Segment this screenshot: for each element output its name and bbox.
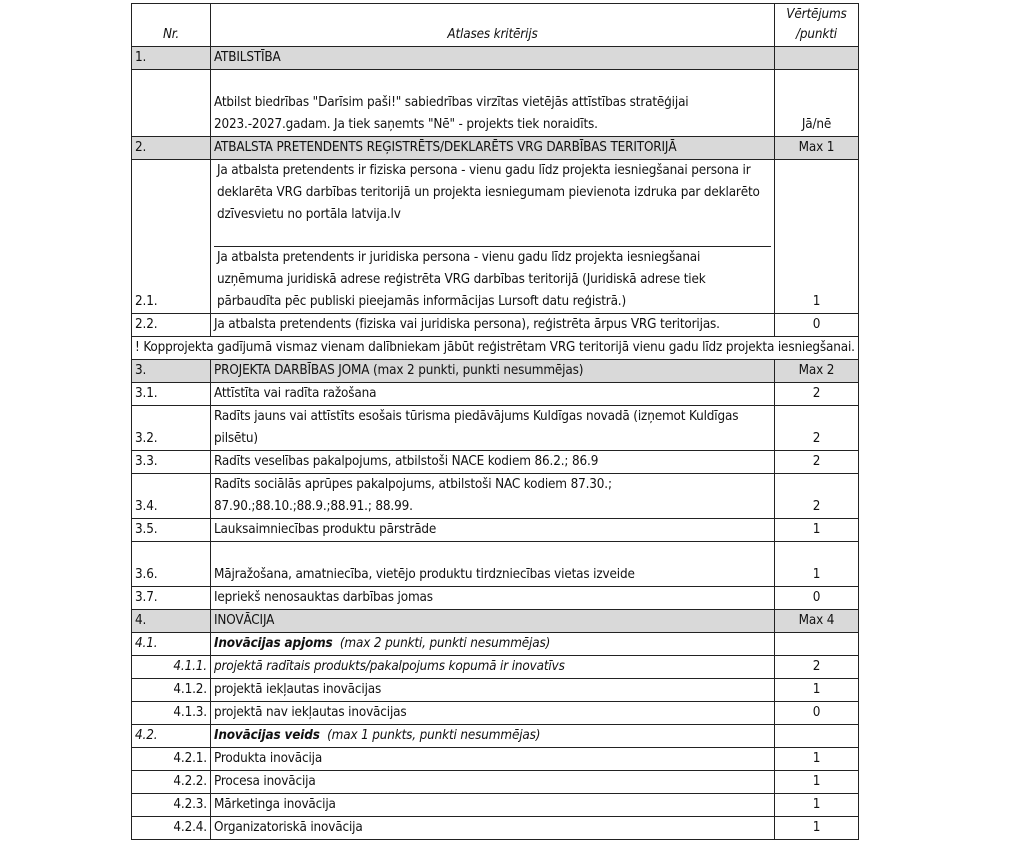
- row-text: Attīstīta vai radīta ražošana: [211, 383, 775, 406]
- section-nr: 1.: [132, 47, 211, 70]
- header-criterion: Atlases kritērijs: [211, 4, 775, 47]
- section-row: [132, 47, 859, 70]
- row-text: Lauksaimniecības produktu pārstrāde: [211, 519, 775, 542]
- group-points: [775, 725, 859, 748]
- table-row: [132, 679, 859, 702]
- section-title: INOVĀCIJA: [211, 610, 775, 633]
- row-points: 0: [775, 702, 859, 725]
- row-points: 1: [775, 679, 859, 702]
- row-nr: 3.2.: [132, 406, 211, 451]
- section-points: Max 4: [775, 610, 859, 633]
- row-points: 2: [775, 451, 859, 474]
- table-row: [132, 542, 859, 587]
- criteria-table: [131, 3, 859, 840]
- section-title: PROJEKTA DARBĪBAS JOMA: [214, 363, 370, 378]
- group-title-note: (max 2 punkti, punkti nesummējas): [332, 636, 551, 651]
- section-title-cell: [211, 360, 775, 383]
- row-nr: 3.1.: [132, 383, 211, 406]
- row-text-split: [211, 160, 775, 314]
- section-row: [132, 137, 859, 160]
- row-text: Radīts sociālās aprūpes pakalpojums, atbilstoši NAC kodiem 87.30.; 87.90.;88.10.;88.9.;88.91.; 88.99.: [211, 474, 775, 519]
- table-row: [132, 771, 859, 794]
- header-nr: Nr.: [132, 4, 211, 47]
- section-points: Max 1: [775, 137, 859, 160]
- table-row: [132, 314, 859, 337]
- row-text: Ja atbalsta pretendents (fiziska vai juridiska persona), reģistrēta ārpus VRG teritorijas.: [211, 314, 775, 337]
- row-nr: 2.2.: [132, 314, 211, 337]
- row-text: Produkta inovācija: [211, 748, 775, 771]
- row-points: 1: [775, 519, 859, 542]
- row-nr: 4.1.1.: [132, 656, 211, 679]
- section-title: ATBILSTĪBA: [211, 47, 775, 70]
- section-nr: 4.: [132, 610, 211, 633]
- table-row: [132, 70, 859, 137]
- row-text: projektā nav iekļautas inovācijas: [211, 702, 775, 725]
- row-nr: 4.1.3.: [132, 702, 211, 725]
- row-text: projektā radītais produkts/pakalpojums kopumā ir inovatīvs: [211, 656, 775, 679]
- table-row: [132, 656, 859, 679]
- section-nr: 2.: [132, 137, 211, 160]
- row-points: 0: [775, 314, 859, 337]
- header-points-line2: /punkti: [796, 27, 837, 42]
- row-nr: 4.2.2.: [132, 771, 211, 794]
- table-row: [132, 383, 859, 406]
- row-points: 1: [775, 817, 859, 840]
- row-text: Atbilst biedrības "Darīsim paši!" sabiedrības virzītas vietējās attīstības stratēģijai 2023.-2027.gadam. Ja tiek saņemts "Nē" - projekts tiek noraidīts.: [211, 70, 775, 137]
- group-row: [132, 725, 859, 748]
- table-row: [132, 451, 859, 474]
- row-nr: 3.6.: [132, 542, 211, 587]
- row-text: Organizatoriskā inovācija: [211, 817, 775, 840]
- table-header-row: [132, 4, 859, 47]
- row-nr: 4.2.3.: [132, 794, 211, 817]
- row-points: 2: [775, 474, 859, 519]
- group-title: Inovācijas veids: [214, 728, 320, 743]
- group-title-cell: [211, 725, 775, 748]
- section-title: ATBALSTA PRETENDENTS REĢISTRĒTS/DEKLARĒTS VRG DARBĪBAS TERITORIJĀ: [211, 137, 775, 160]
- table-row: [132, 519, 859, 542]
- row-text: Iepriekš nenosauktas darbības jomas: [211, 587, 775, 610]
- group-title-note: (max 1 punkts, punkti nesummējas): [319, 728, 541, 743]
- table-row: [132, 587, 859, 610]
- header-points-line1: Vērtējums: [786, 7, 847, 22]
- row-points: Jā/nē: [775, 70, 859, 137]
- row-text-natural-person: Ja atbalsta pretendents ir fiziska persona - vienu gadu līdz projekta iesniegšanai persona ir deklarēta VRG darbības teritorijā un projekta iesniegumam pievienota izdruka par deklarēto dzīvesvietu no portāla latvija.lv: [214, 160, 771, 247]
- section-points: Max 2: [775, 360, 859, 383]
- row-nr: 2.1.: [132, 160, 211, 314]
- note-row: [132, 337, 859, 360]
- group-nr: 4.1.: [132, 633, 211, 656]
- section-title-note: (max 2 punkti, punkti nesummējas): [369, 363, 584, 378]
- row-points: 2: [775, 383, 859, 406]
- section-row: [132, 360, 859, 383]
- row-text: projektā iekļautas inovācijas: [211, 679, 775, 702]
- row-text: Procesa inovācija: [211, 771, 775, 794]
- row-text: Mājražošana, amatniecība, vietējo produktu tirdzniecības vietas izveide: [211, 542, 775, 587]
- table-row: [132, 817, 859, 840]
- row-points: 1: [775, 160, 859, 314]
- group-nr: 4.2.: [132, 725, 211, 748]
- row-nr: 4.1.2.: [132, 679, 211, 702]
- table-row: [132, 794, 859, 817]
- group-title-cell: [211, 633, 775, 656]
- row-points: 0: [775, 587, 859, 610]
- row-nr: [132, 70, 211, 137]
- row-points: 1: [775, 771, 859, 794]
- row-nr: 4.2.4.: [132, 817, 211, 840]
- note-text: ! Kopprojekta gadījumā vismaz vienam dalībniekam jābūt reģistrētam VRG teritorijā vienu gadu līdz projekta iesniegšanai.: [132, 337, 859, 360]
- row-text-legal-person: Ja atbalsta pretendents ir juridiska persona - vienu gadu līdz projekta iesniegšanai uzņēmuma juridiskā adrese reģistrēta VRG darbības teritorijā (Juridiskā adrese tiek pārbaudīta pēc publiski pieejamās informācijas Lursoft datu reģistrā.): [217, 250, 706, 309]
- table-row: [132, 474, 859, 519]
- row-text: Radīts jauns vai attīstīts esošais tūrisma piedāvājums Kuldīgas novadā (izņemot Kuldīgas pilsētu): [211, 406, 775, 451]
- table-row: [132, 748, 859, 771]
- table-row: [132, 160, 859, 314]
- section-points: [775, 47, 859, 70]
- row-points: 2: [775, 656, 859, 679]
- group-row: [132, 633, 859, 656]
- row-nr: 3.3.: [132, 451, 211, 474]
- row-points: 2: [775, 406, 859, 451]
- row-points: 1: [775, 542, 859, 587]
- group-points: [775, 633, 859, 656]
- header-points: [775, 4, 859, 47]
- section-row: [132, 610, 859, 633]
- row-text: Radīts veselības pakalpojums, atbilstoši NACE kodiem 86.2.; 86.9: [211, 451, 775, 474]
- row-nr: 4.2.1.: [132, 748, 211, 771]
- row-nr: 3.7.: [132, 587, 211, 610]
- row-text: Mārketinga inovācija: [211, 794, 775, 817]
- section-nr: 3.: [132, 360, 211, 383]
- row-points: 1: [775, 794, 859, 817]
- table-row: [132, 406, 859, 451]
- row-points: 1: [775, 748, 859, 771]
- group-title: Inovācijas apjoms: [214, 636, 333, 651]
- table-row: [132, 702, 859, 725]
- row-nr: 3.5.: [132, 519, 211, 542]
- row-nr: 3.4.: [132, 474, 211, 519]
